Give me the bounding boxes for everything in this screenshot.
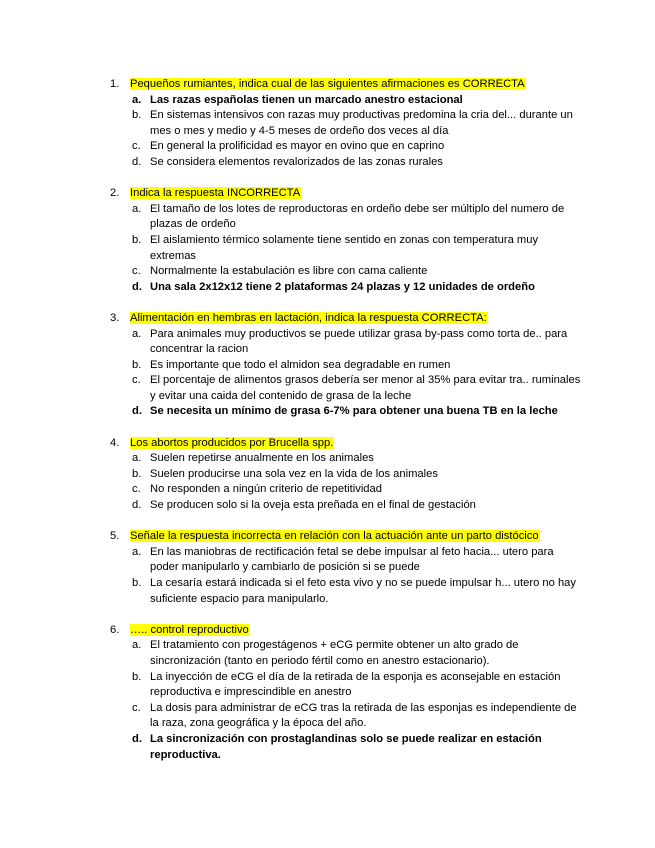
option-text: Suelen producirse una sola vez en la vida de los animales: [150, 467, 438, 480]
question-heading: [110, 186, 585, 202]
option-text: Se necesita un mínimo de grasa 6-7% para obtener una buena TB en la leche: [150, 405, 558, 418]
options-list: [110, 327, 585, 421]
question-1: [110, 77, 585, 171]
option-item: [110, 264, 585, 280]
option-item: [110, 451, 585, 467]
option-letter: c.: [132, 140, 141, 153]
option-letter: a.: [132, 452, 142, 465]
options-list: [110, 202, 585, 296]
option-text: En general la prolificidad es mayor en ovino que en caprino: [150, 140, 445, 153]
option-text: No responden a ningún criterio de repetitividad: [150, 483, 382, 496]
question-text: Pequeños rumiantes, indica cual de las siguientes afirmaciones es CORRECTA: [130, 78, 525, 90]
option-item: [110, 576, 585, 607]
option-text: Una sala 2x12x12 tiene 2 plataformas 24 plazas y 12 unidades de ordeño: [150, 280, 535, 293]
option-text: Las razas españolas tienen un marcado anestro estacional: [150, 93, 463, 106]
option-letter: c.: [132, 483, 141, 496]
option-text: Suelen repetirse anualmente en los animales: [150, 452, 374, 465]
options-list: [110, 545, 585, 607]
option-item: [110, 670, 585, 701]
option-letter: b.: [132, 358, 142, 371]
question-6: [110, 623, 585, 763]
question-text: Alimentación en hembras en lactación, indica la respuesta CORRECTA:: [130, 311, 487, 324]
option-text: En sistemas intensivos con razas muy productivas predomina la cria del... durante un mes o mes y medio y 4-5 meses de ordeño dos veces al día: [150, 109, 573, 137]
option-letter: a.: [132, 327, 142, 340]
option-letter: b.: [132, 467, 142, 480]
option-letter: a.: [132, 202, 142, 215]
option-item: [110, 482, 585, 498]
option-text: Es importante que todo el almidon sea degradable en rumen: [150, 358, 451, 371]
option-item: [110, 233, 585, 264]
option-text: La cesaría estará indicada si el feto esta vivo y no se puede impulsar h... utero no hay suficiente espacio para manipularlo.: [150, 577, 576, 605]
question-heading: [110, 529, 585, 545]
option-text: En las maniobras de rectificación fetal se debe impulsar al feto hacia... utero para poder manipularlo y cambiarlo de posición si se puede: [150, 545, 554, 574]
question-number: 2.: [110, 187, 120, 200]
option-letter: c.: [132, 374, 141, 387]
option-letter: d.: [132, 499, 142, 512]
option-item: [110, 202, 585, 233]
question-4: [110, 436, 585, 514]
option-item: [110, 373, 585, 404]
option-item: [110, 545, 585, 576]
question-number: 3.: [110, 311, 120, 324]
option-item: [110, 732, 585, 763]
option-letter: d.: [132, 405, 142, 418]
option-item: [110, 155, 585, 171]
question-text: Los abortos producidos por Brucella spp.: [130, 436, 334, 449]
question-5: [110, 529, 585, 607]
option-letter: d.: [132, 155, 142, 168]
option-letter: b.: [132, 233, 142, 246]
option-item: [110, 139, 585, 155]
question-2: [110, 186, 585, 295]
option-text: La dosis para administrar de eCG tras la retirada de las esponjas es independiente de la raza, zona geográfica y la época del año.: [150, 701, 577, 730]
option-text: El tratamiento con progestágenos + eCG permite obtener un alto grado de sincronización (tanto en periodo fértil como en anestro estacionario).: [150, 639, 519, 667]
option-item: [110, 638, 585, 669]
option-item: [110, 358, 585, 374]
options-list: [110, 451, 585, 513]
option-text: Se producen solo si la oveja esta preñada en el final de gestación: [150, 499, 476, 512]
option-text: El tamaño de los lotes de reproductoras en ordeño debe ser múltiplo del numero de plazas de ordeño: [150, 202, 565, 231]
option-letter: d.: [132, 280, 142, 293]
option-text: La inyección de eCG el día de la retirada de la esponja es aconsejable en estación reproductiva e imprescindible en anestro: [150, 670, 561, 699]
question-heading: [110, 623, 585, 639]
option-letter: d.: [132, 732, 142, 745]
option-text: El porcentaje de alimentos grasos debería ser menor al 35% para evitar tra.. ruminales y evitar una caida del contenido de grasa de la leche: [150, 374, 581, 402]
option-item: [110, 108, 585, 139]
option-text: Se considera elementos revalorizados de las zonas rurales: [150, 155, 443, 168]
option-item: [110, 327, 585, 358]
question-number: 4.: [110, 436, 120, 449]
option-letter: b.: [132, 577, 142, 589]
option-letter: c.: [132, 701, 141, 714]
question-heading: [110, 77, 585, 93]
question-number: 6.: [110, 623, 120, 636]
option-letter: a.: [132, 639, 142, 652]
option-text: Para animales muy productivos se puede utilizar grasa by-pass como torta de.. para concentrar la racion: [150, 327, 568, 356]
option-item: [110, 280, 585, 296]
option-letter: a.: [132, 545, 142, 558]
question-heading: [110, 436, 585, 452]
option-text: El aislamiento térmico solamente tiene sentido en zonas con temperatura muy extremas: [150, 233, 539, 262]
option-item: [110, 404, 585, 420]
question-text: Señale la respuesta incorrecta en relación con la actuación ante un parto distócico: [130, 530, 539, 543]
options-list: [110, 93, 585, 171]
option-letter: c.: [132, 265, 141, 278]
option-item: [110, 93, 585, 109]
option-letter: b.: [132, 670, 142, 683]
option-letter: a.: [132, 93, 142, 106]
option-item: [110, 498, 585, 514]
option-text: Normalmente la estabulación es libre con cama caliente: [150, 265, 428, 278]
question-3: [110, 311, 585, 420]
question-number: 1.: [110, 78, 120, 90]
option-item: [110, 701, 585, 732]
question-heading: [110, 311, 585, 327]
option-letter: b.: [132, 109, 142, 122]
question-text: Indica la respuesta INCORRECTA: [130, 187, 301, 200]
options-list: [110, 638, 585, 763]
question-text: ….. control reproductivo: [130, 623, 249, 636]
option-text: La sincronización con prostaglandinas solo se puede realizar en estación reproductiva.: [150, 732, 542, 761]
option-item: [110, 467, 585, 483]
question-number: 5.: [110, 530, 120, 543]
